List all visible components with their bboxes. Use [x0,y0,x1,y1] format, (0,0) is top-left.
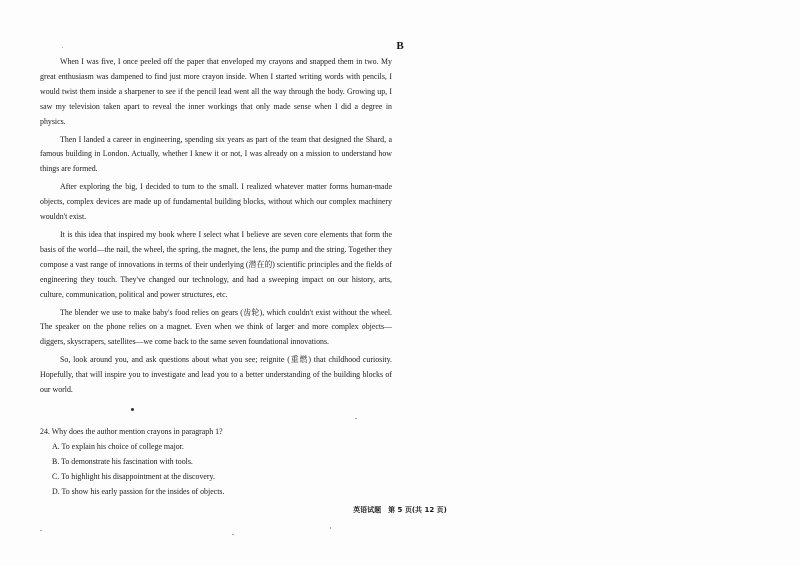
section-heading: B [396,40,404,52]
option-b: B. To demonstrate his fascination with tools. [52,457,193,466]
paragraph-3: After exploring the big, I decided to turn to the small. I realized whatever matter forms human-made objects, complex devices are made up of fundamental building blocks, without which our complex machinery wouldn't exist. [40,182,392,222]
scan-speck [355,418,357,419]
option-d: D. To show his early passion for the insides of objects. [52,487,225,496]
paragraph-5: The blender we use to make baby's food relies on gears (齿轮), which couldn't exist without the wheel. The speaker on the phone relies on a magnet. Even when we think of larger and more complex objects—diggers, skyscrapers, satellites—we come back to the same seven foundational innovations. [40,307,392,347]
reading-passage [40,55,392,401]
paragraph-2: Then I landed a career in engineering, spending six years as part of the team that designed the Shard, a famous building in London. Actually, whether I knew it or not, I was already on a mission to understand how things are formed. [40,134,392,174]
paragraph-1: When I was five, I once peeled off the paper that enveloped my crayons and snapped them in two. My great enthusiasm was dampened to find just more crayon inside. When I started writing words with pencils, I would twist them inside a sharpener to see if the pencil lead went all the way through the body. Growing up, I saw my television taken apart to reveal the inner workings that only made sense when I did a degree in physics. [40,57,392,126]
scan-speck [232,534,234,535]
question-stem: 24. Why does the author mention crayons in paragraph 1? [40,427,223,436]
scan-speck [40,530,42,531]
question-24 [40,424,392,499]
scan-speck [330,527,331,529]
paragraph-6: So, look around you, and ask questions about what you see; reignite (重燃) that childhood curiosity. Hopefully, that will inspire you to investigate and lead you to a better understanding of the building blocks of our world. [40,355,392,395]
page-footer: 英语试题 第 5 页(共 12 页) [353,506,447,514]
scan-speck [62,47,63,48]
option-a: A. To explain his choice of college major. [52,442,184,451]
paragraph-4: It is this idea that inspired my book where I select what I believe are seven core elements that form the basis of the world—the nail, the wheel, the spring, the magnet, the lens, the pump and the string. Together they compose a vast range of innovations in terms of their underlying (潜在的) scientific principles and the fields of engineering they touch. They've changed our technology, and had a sweeping impact on our history, arts, culture, communication, political and power structures, etc. [40,229,392,299]
option-c: C. To highlight his disappointment at the discovery. [52,472,215,481]
scan-speck [131,408,134,411]
